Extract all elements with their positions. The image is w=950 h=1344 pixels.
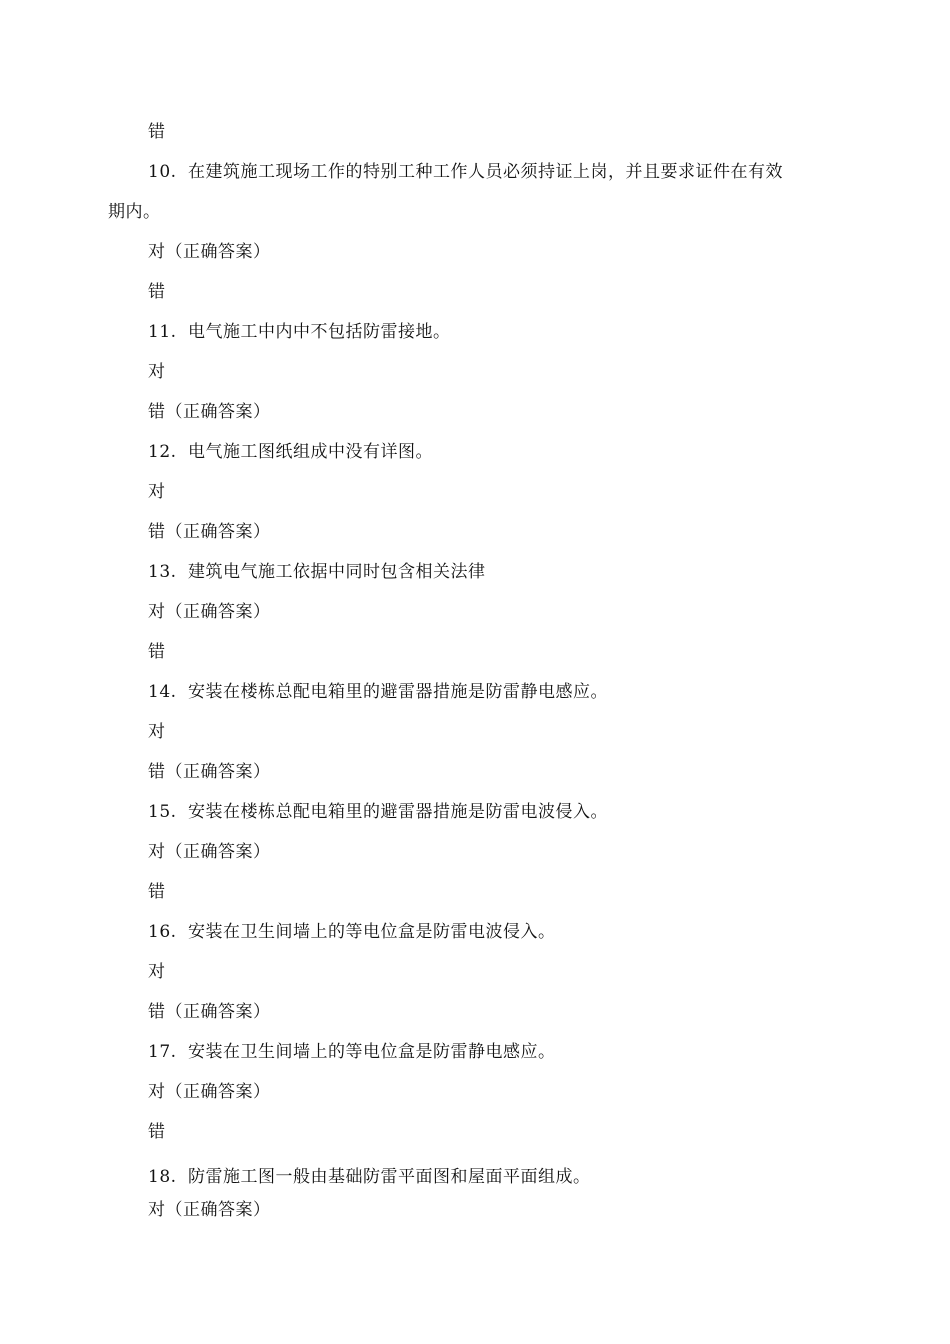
question-number: 17. xyxy=(148,1042,177,1062)
question-number: 18. xyxy=(148,1167,177,1187)
question-17 xyxy=(148,1041,556,1063)
question-text: 在建筑施工现场工作的特别工种工作人员必须持证上岗，并且要求证件在有效 xyxy=(188,162,783,182)
question-13 xyxy=(148,561,486,583)
question-text: 安装在卫生间墙上的等电位盒是防雷电波侵入。 xyxy=(188,922,556,942)
option-text: 对（正确答案） xyxy=(148,1200,271,1220)
question-number: 16. xyxy=(148,922,177,942)
question-text: 电气施工图纸组成中没有详图。 xyxy=(188,442,433,462)
question-number: 10. xyxy=(148,162,177,182)
question-12 xyxy=(148,441,433,463)
option-text: 对（正确答案） xyxy=(148,242,271,262)
question-text: 安装在楼栋总配电箱里的避雷器措施是防雷电波侵入。 xyxy=(188,802,608,822)
question-number: 13. xyxy=(148,562,177,582)
question-number: 11. xyxy=(148,322,177,342)
option-text: 错（正确答案） xyxy=(148,522,271,542)
question-number: 15. xyxy=(148,802,177,822)
question-text: 安装在卫生间墙上的等电位盒是防雷静电感应。 xyxy=(188,1042,556,1062)
question-16 xyxy=(148,921,556,943)
option-text: 错 xyxy=(148,642,166,662)
option-text: 错（正确答案） xyxy=(148,1002,271,1022)
option-text: 错 xyxy=(148,1122,166,1142)
question-15 xyxy=(148,801,608,823)
question-10 xyxy=(148,161,783,183)
option-text: 对 xyxy=(148,962,166,982)
option-text: 对 xyxy=(148,362,166,382)
option-text: 错（正确答案） xyxy=(148,402,271,422)
option-text: 对 xyxy=(148,722,166,742)
question-11 xyxy=(148,321,451,343)
question-text: 防雷施工图一般由基础防雷平面图和屋面平面组成。 xyxy=(188,1167,591,1187)
question-number: 14. xyxy=(148,682,177,702)
question-text: 建筑电气施工依据中同时包含相关法律 xyxy=(188,562,486,582)
option-text: 错（正确答案） xyxy=(148,762,271,782)
question-18 xyxy=(148,1166,591,1188)
question-text-continuation: 期内。 xyxy=(108,202,161,222)
option-text: 对（正确答案） xyxy=(148,842,271,862)
question-text: 安装在楼栋总配电箱里的避雷器措施是防雷静电感应。 xyxy=(188,682,608,702)
question-14 xyxy=(148,681,608,703)
option-text: 错 xyxy=(148,282,166,302)
option-text: 对 xyxy=(148,482,166,502)
option-text: 对（正确答案） xyxy=(148,602,271,622)
question-number: 12. xyxy=(148,442,177,462)
option-text: 错 xyxy=(148,122,166,142)
option-text: 错 xyxy=(148,882,166,902)
option-text: 对（正确答案） xyxy=(148,1082,271,1102)
question-text: 电气施工中内中不包括防雷接地。 xyxy=(188,322,451,342)
